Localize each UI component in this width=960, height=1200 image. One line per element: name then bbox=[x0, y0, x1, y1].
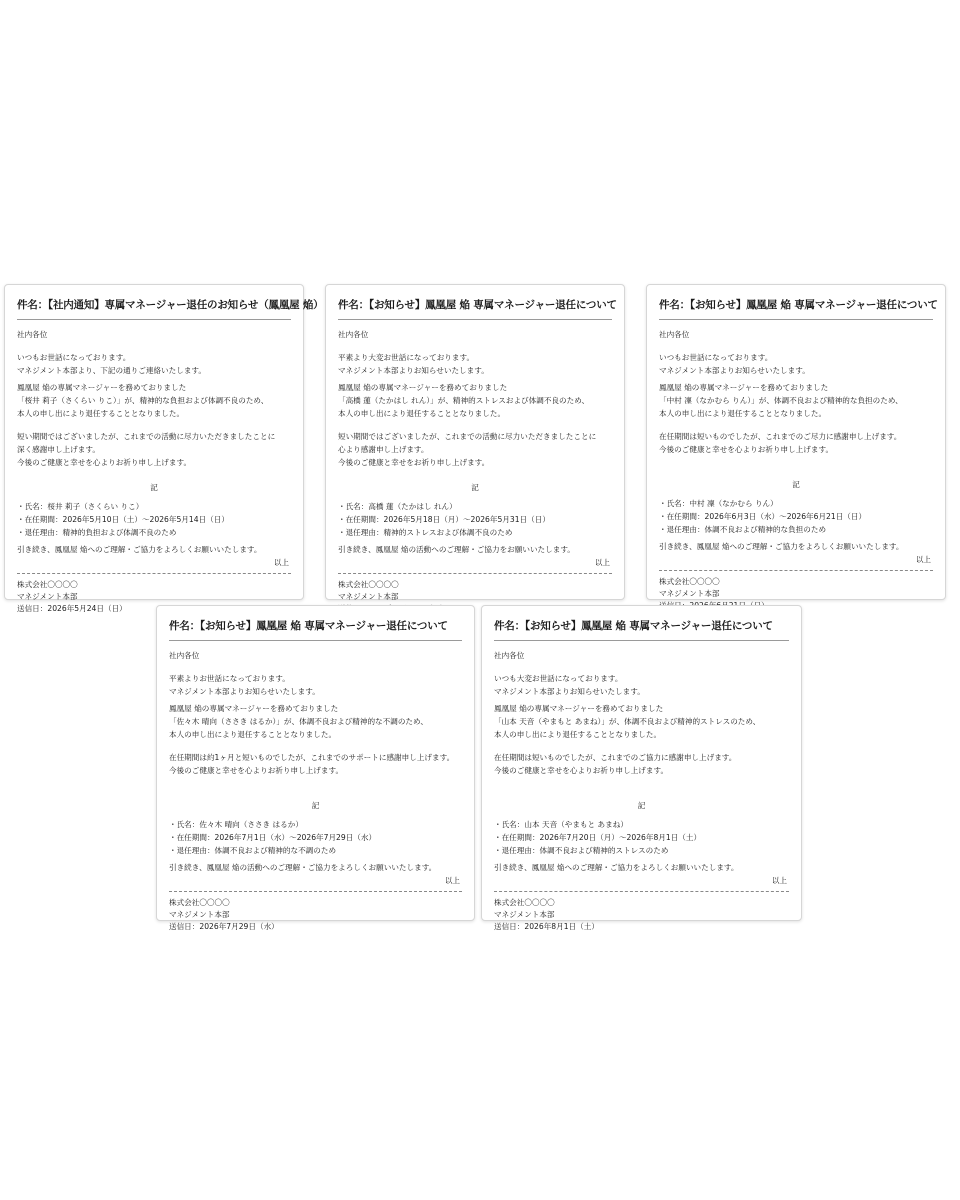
notice-subject: 件名：【社内通知】専属マネージャー退任のお知らせ（鳳凰屋 焔） bbox=[17, 297, 291, 320]
notice-subject: 件名：【お知らせ】鳳凰屋 焔 専属マネージャー退任について bbox=[338, 297, 612, 320]
ki-heading: 記 bbox=[311, 801, 320, 810]
department-name: マネジメント本部 bbox=[659, 589, 720, 598]
notice-recipient: 社内各位 bbox=[338, 330, 369, 339]
department-name: マネジメント本部 bbox=[494, 910, 555, 919]
notice-subject: 件名：【お知らせ】鳳凰屋 焔 専属マネージャー退任について bbox=[169, 618, 462, 641]
detail-reason: ・退任理由：体調不良および精神的ストレスのため bbox=[494, 846, 669, 855]
notice-body bbox=[659, 328, 933, 612]
thanks-line: 在任期間は短いものでしたが、これまでのご尽力に感謝申し上げます。 bbox=[659, 432, 902, 441]
announce-line: 本人の申し出により退任することとなりました。 bbox=[338, 409, 506, 418]
notice-recipient: 社内各位 bbox=[659, 330, 690, 339]
ki-heading: 記 bbox=[792, 480, 800, 489]
signature-divider bbox=[17, 573, 291, 574]
greeting-line: 平素よりお世話になっております。 bbox=[169, 674, 290, 683]
detail-term: ・在任期間：2026年7月20日（月）〜2026年8月1日（土） bbox=[494, 833, 702, 842]
notice-card bbox=[156, 605, 475, 931]
signature-divider bbox=[169, 891, 462, 892]
detail-name: ・氏名：桜井 莉子（さくらい りこ） bbox=[17, 502, 144, 511]
greeting-line: マネジメント本部よりお知らせいたします。 bbox=[169, 687, 320, 696]
announce-line: 「山本 天音（やまもと あまね）」が、体調不良および精神的ストレスのため、 bbox=[494, 717, 761, 726]
greeting-line: 平素より大変お世話になっております。 bbox=[338, 353, 475, 362]
closing-line: 引き続き、鳳凰屋 焔へのご理解・ご協力をよろしくお願いいたします。 bbox=[659, 542, 904, 551]
detail-reason: ・退任理由：精神的負担および体調不良のため bbox=[17, 528, 177, 537]
ijo-mark: 以上 bbox=[594, 558, 610, 567]
notice-subject: 件名：【お知らせ】鳳凰屋 焔 専属マネージャー退任について bbox=[659, 297, 933, 320]
signature-divider bbox=[494, 891, 789, 892]
greeting-line: マネジメント本部よりお知らせいたします。 bbox=[659, 366, 810, 375]
sent-date: 送信日：2026年5月24日（日） bbox=[17, 604, 127, 613]
company-name: 株式会社〇〇〇〇 bbox=[659, 577, 720, 586]
detail-reason: ・退任理由：精神的ストレスおよび体調不良のため bbox=[338, 528, 513, 537]
thanks-line: 今後のご健康と幸せを心よりお祈り申し上げます。 bbox=[169, 766, 344, 775]
ijo-mark: 以上 bbox=[915, 555, 931, 564]
ijo-mark: 以上 bbox=[444, 876, 460, 885]
announce-line: 鳳凰屋 焔の専属マネージャーを務めておりました bbox=[17, 383, 187, 392]
notice-card bbox=[646, 284, 946, 600]
signature-divider bbox=[338, 573, 612, 574]
notice-subject: 件名：【お知らせ】鳳凰屋 焔 専属マネージャー退任について bbox=[494, 618, 789, 641]
ijo-mark: 以上 bbox=[771, 876, 787, 885]
greeting-line: いつもお世話になっております。 bbox=[659, 353, 773, 362]
announce-line: 「桜井 莉子（さくらい りこ）」が、精神的な負担および体調不良のため、 bbox=[17, 396, 269, 405]
greeting-line: いつも大変お世話になっております。 bbox=[494, 674, 623, 683]
signature-block bbox=[494, 897, 789, 933]
announce-line: 「佐々木 晴向（ささき はるか）」が、体調不良および精神的な不調のため、 bbox=[169, 717, 428, 726]
detail-name: ・氏名：山本 天音（やまもと あまね） bbox=[494, 820, 628, 829]
department-name: マネジメント本部 bbox=[17, 592, 78, 601]
ki-heading: 記 bbox=[637, 801, 646, 810]
notice-body bbox=[494, 649, 789, 933]
company-name: 株式会社〇〇〇〇 bbox=[494, 898, 555, 907]
notice-body bbox=[17, 328, 291, 615]
thanks-line: 心より感謝申し上げます。 bbox=[338, 445, 429, 454]
detail-reason: ・退任理由：体調不良および精神的な不調のため bbox=[169, 846, 337, 855]
announce-line: 「高橋 蓮（たかはし れん）」が、精神的ストレスおよび体調不良のため、 bbox=[338, 396, 590, 405]
thanks-line: 深く感謝申し上げます。 bbox=[17, 445, 100, 454]
thanks-line: 在任期間は約1ヶ月と短いものでしたが、これまでのサポートに感謝申し上げます。 bbox=[169, 753, 455, 762]
notice-body bbox=[338, 328, 612, 615]
thanks-line: 今後のご健康と幸せを心よりお祈り申し上げます。 bbox=[659, 445, 834, 454]
announce-line: 鳳凰屋 焔の専属マネージャーを務めておりました bbox=[659, 383, 829, 392]
company-name: 株式会社〇〇〇〇 bbox=[338, 580, 399, 589]
ki-heading: 記 bbox=[471, 483, 479, 492]
greeting-line: マネジメント本部よりお知らせいたします。 bbox=[338, 366, 489, 375]
thanks-line: 短い期間ではございましたが、これまでの活動に尽力いただきましたことに bbox=[338, 432, 597, 441]
thanks-line: 短い期間ではございましたが、これまでの活動に尽力いただきましたことに bbox=[17, 432, 276, 441]
thanks-line: 在任期間は短いものでしたが、これまでのご協力に感謝申し上げます。 bbox=[494, 753, 737, 762]
ki-heading: 記 bbox=[150, 483, 158, 492]
closing-line: 引き続き、鳳凰屋 焔の活動へのご理解・ご協力をお願いいたします。 bbox=[338, 545, 575, 554]
detail-term: ・在任期間：2026年7月1日（水）〜2026年7月29日（水） bbox=[169, 833, 377, 842]
ijo-mark: 以上 bbox=[273, 558, 289, 567]
notice-card bbox=[481, 605, 802, 931]
notice-recipient: 社内各位 bbox=[494, 651, 525, 660]
notice-body bbox=[169, 649, 462, 933]
greeting-line: マネジメント本部より、下記の通りご連絡いたします。 bbox=[17, 366, 207, 375]
announce-line: 本人の申し出により退任することとなりました。 bbox=[17, 409, 185, 418]
sent-date: 送信日：2026年8月1日（土） bbox=[494, 922, 599, 931]
detail-term: ・在任期間：2026年5月10日（土）〜2026年5月14日（日） bbox=[17, 515, 229, 524]
detail-reason: ・退任理由：体調不良および精神的な負担のため bbox=[659, 525, 827, 534]
signature-block bbox=[169, 897, 462, 933]
announce-line: 鳳凰屋 焔の専属マネージャーを務めておりました bbox=[494, 704, 664, 713]
detail-term: ・在任期間：2026年6月3日（水）〜2026年6月21日（日） bbox=[659, 512, 867, 521]
detail-name: ・氏名：佐々木 晴向（ささき はるか） bbox=[169, 820, 303, 829]
closing-line: 引き続き、鳳凰屋 焔へのご理解・ご協力をよろしくお願いいたします。 bbox=[17, 545, 262, 554]
closing-line: 引き続き、鳳凰屋 焔の活動へのご理解・ご協力をよろしくお願いいたします。 bbox=[169, 863, 437, 872]
signature-divider bbox=[659, 570, 933, 571]
thanks-line: 今後のご健康と幸せを心よりお祈り申し上げます。 bbox=[494, 766, 669, 775]
greeting-line: マネジメント本部よりお知らせいたします。 bbox=[494, 687, 645, 696]
notice-recipient: 社内各位 bbox=[169, 651, 200, 660]
notice-card bbox=[4, 284, 324, 613]
detail-term: ・在任期間：2026年5月18日（月）〜2026年5月31日（日） bbox=[338, 515, 550, 524]
announce-line: 本人の申し出により退任することとなりました。 bbox=[659, 409, 827, 418]
detail-name: ・氏名：高橋 蓮（たかはし れん） bbox=[338, 502, 457, 511]
announce-line: 本人の申し出により退任することとなりました。 bbox=[494, 730, 662, 739]
notice-recipient: 社内各位 bbox=[17, 330, 48, 339]
department-name: マネジメント本部 bbox=[338, 592, 399, 601]
closing-line: 引き続き、鳳凰屋 焔へのご理解・ご協力をよろしくお願いいたします。 bbox=[494, 863, 739, 872]
department-name: マネジメント本部 bbox=[169, 910, 230, 919]
notice-card bbox=[325, 284, 625, 600]
thanks-line: 今後のご健康と幸せを心よりお祈り申し上げます。 bbox=[17, 458, 192, 467]
announce-line: 本人の申し出により退任することとなりました。 bbox=[169, 730, 337, 739]
company-name: 株式会社〇〇〇〇 bbox=[169, 898, 230, 907]
announce-line: 鳳凰屋 焔の専属マネージャーを務めておりました bbox=[169, 704, 339, 713]
announce-line: 「中村 凜（なかむら りん）」が、体調不良および精神的な負担のため、 bbox=[659, 396, 903, 405]
sent-date: 送信日：2026年7月29日（水） bbox=[169, 922, 279, 931]
announce-line: 鳳凰屋 焔の専属マネージャーを務めておりました bbox=[338, 383, 508, 392]
greeting-line: いつもお世話になっております。 bbox=[17, 353, 131, 362]
thanks-line: 今後のご健康と幸せをお祈り申し上げます。 bbox=[338, 458, 490, 467]
detail-name: ・氏名：中村 凜（なかむら りん） bbox=[659, 499, 778, 508]
company-name: 株式会社〇〇〇〇 bbox=[17, 580, 78, 589]
